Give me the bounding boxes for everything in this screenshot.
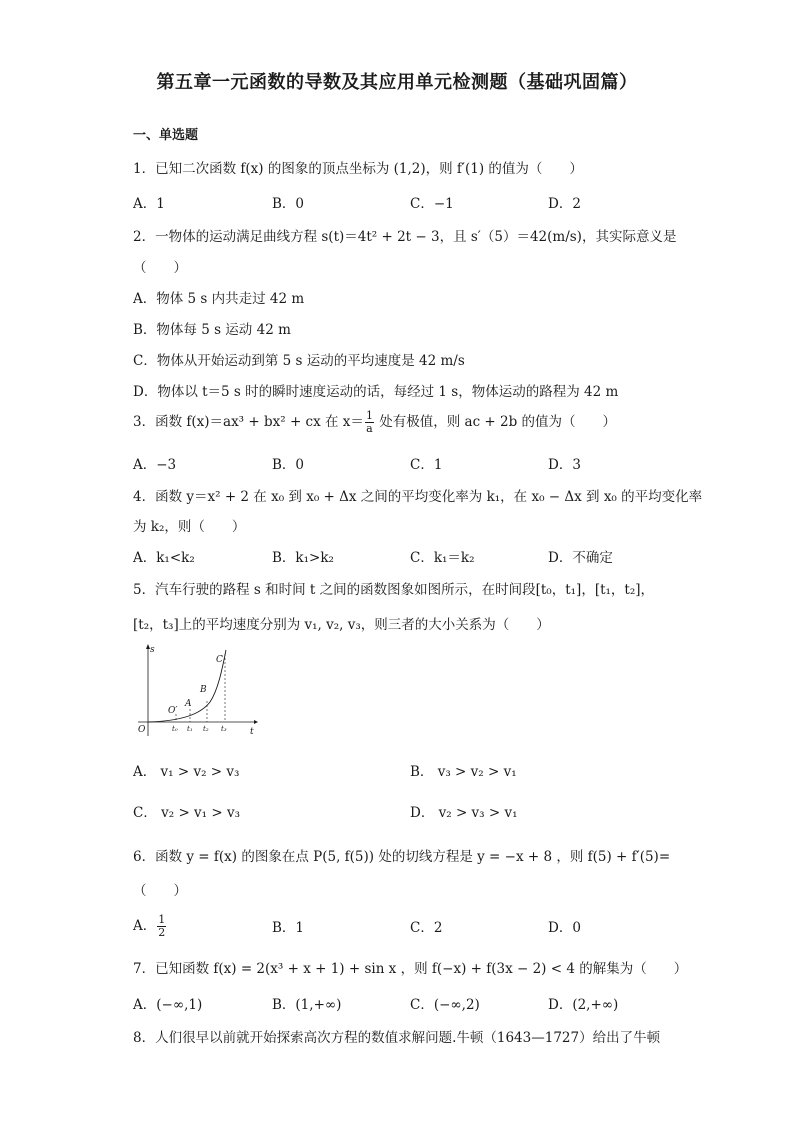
point-o-prime-label: O′ xyxy=(168,706,178,716)
t0-label: t₀ xyxy=(172,725,178,733)
t3-label: t₃ xyxy=(221,725,227,733)
question-4-stem-cont: 为 k₂，则（ ） xyxy=(133,519,246,535)
question-4-option-c: C．k₁＝k₂ xyxy=(410,550,475,566)
question-6-option-c: C．2 xyxy=(410,920,443,936)
question-6-option-a xyxy=(133,914,167,939)
question-2-stem: 2．一物体的运动满足曲线方程 s(t)＝4t² + 2t − 3，且 s′（5）＝42(m/s)，其实际意义是 xyxy=(133,229,677,245)
question-1-stem: 1．已知二次函数 f(x) 的图象的顶点坐标为 (1,2)，则 f′(1) 的值为（ ） xyxy=(133,161,583,177)
t1-label: t₁ xyxy=(187,725,193,733)
question-5-option-c: C． v₂ > v₁ > v₃ xyxy=(133,805,241,821)
question-3-option-a: A．−3 xyxy=(133,457,177,473)
question-3-option-b: B．0 xyxy=(272,457,305,473)
point-b-label: B xyxy=(200,685,207,695)
question-2-option-c: C．物体从开始运动到第 5 s 运动的平均速度是 42 m/s xyxy=(133,353,465,369)
distance-time-graph xyxy=(130,640,260,740)
fraction-denominator: 2 xyxy=(158,926,166,939)
question-3-stem-post: 处有极值，则 ac + 2b 的值为（ ） xyxy=(374,414,617,430)
fraction-numerator: 1 xyxy=(365,409,373,422)
page-title: 第五章一元函数的导数及其应用单元检测题（基础巩固篇） xyxy=(156,72,638,93)
question-1-option-c: C．−1 xyxy=(410,196,454,212)
point-c-label: C xyxy=(216,655,223,665)
question-4-option-b: B．k₁>k₂ xyxy=(272,550,334,566)
fraction-numerator: 1 xyxy=(158,913,166,926)
question-5-option-a: A． v₁ > v₂ > v₃ xyxy=(133,764,240,780)
fraction-denominator: a xyxy=(366,422,373,435)
question-7-option-c: C．(−∞,2) xyxy=(410,997,480,1013)
distance-curve xyxy=(148,650,226,722)
question-7-option-b: B．(1,+∞) xyxy=(272,997,342,1013)
question-6-option-a-fraction xyxy=(157,914,166,939)
question-3-option-d: D．3 xyxy=(548,457,581,473)
question-2-option-d: D．物体以 t＝5 s 时的瞬时速度运动的话，每经过 1 s，物体运动的路程为 42 m xyxy=(133,384,619,400)
question-5-stem-cont: [t₂，t₃]上的平均速度分别为 v₁, v₂, v₃，则三者的大小关系为（ ） xyxy=(133,617,550,633)
t-axis-label: t xyxy=(250,727,254,737)
s-axis-label: s xyxy=(150,645,155,655)
question-3-option-c: C．1 xyxy=(410,457,443,473)
section-heading: 一、单选题 xyxy=(133,128,199,143)
question-2-stem-cont: （ ） xyxy=(133,260,187,276)
question-7-option-a: A．(−∞,1) xyxy=(133,997,203,1013)
question-6-stem-cont: （ ） xyxy=(133,883,187,899)
question-7-option-d: D．(2,+∞) xyxy=(548,997,619,1013)
origin-label: O xyxy=(138,725,146,735)
t-axis-arrow xyxy=(254,720,258,724)
question-6-option-a-label: A． xyxy=(133,918,157,934)
question-1-option-a: A．1 xyxy=(133,196,165,212)
question-2-option-b: B．物体每 5 s 运动 42 m xyxy=(133,322,291,338)
question-6-option-d: D．0 xyxy=(548,920,581,936)
question-6-option-b: B．1 xyxy=(272,920,305,936)
question-4-option-a: A．k₁<k₂ xyxy=(133,550,195,566)
question-7-stem: 7．已知函数 f(x) = 2(x³ + x + 1) + sin x ，则 f(−x) + f(3x − 2) < 4 的解集为（ ） xyxy=(133,961,688,977)
question-5-option-d: D． v₂ > v₃ > v₁ xyxy=(410,805,518,821)
question-8-stem: 8．人们很早以前就开始探索高次方程的数值求解问题.牛顿（1643—1727）给出了牛顿 xyxy=(133,1030,661,1046)
question-3-stem xyxy=(133,410,616,435)
question-1-option-d: D．2 xyxy=(548,196,581,212)
question-4-stem: 4．函数 y＝x² + 2 在 x₀ 到 x₀ + Δx 之间的平均变化率为 k₁，在 x₀ − Δx 到 x₀ 的平均变化率 xyxy=(133,489,703,505)
question-4-option-d: D．不确定 xyxy=(548,550,613,566)
question-3-stem-pre: 3．函数 f(x)＝ax³ + bx² + cx 在 x＝ xyxy=(133,414,364,430)
question-5-option-b: B． v₃ > v₂ > v₁ xyxy=(410,764,517,780)
question-6-stem: 6．函数 y = f(x) 的图象在点 P(5, f(5)) 处的切线方程是 y = −x + 8 ，则 f(5) + f′(5)= xyxy=(133,849,671,865)
question-3-fraction xyxy=(365,410,374,435)
question-5-stem: 5．汽车行驶的路程 s 和时间 t 之间的函数图象如图所示，在时间段[t₀，t₁]，[t₁，t₂]， xyxy=(133,582,655,598)
question-1-option-b: B．0 xyxy=(272,196,305,212)
point-a-label: A xyxy=(185,699,192,709)
t2-label: t₂ xyxy=(203,725,209,733)
question-2-option-a: A．物体 5 s 内共走过 42 m xyxy=(133,291,305,307)
